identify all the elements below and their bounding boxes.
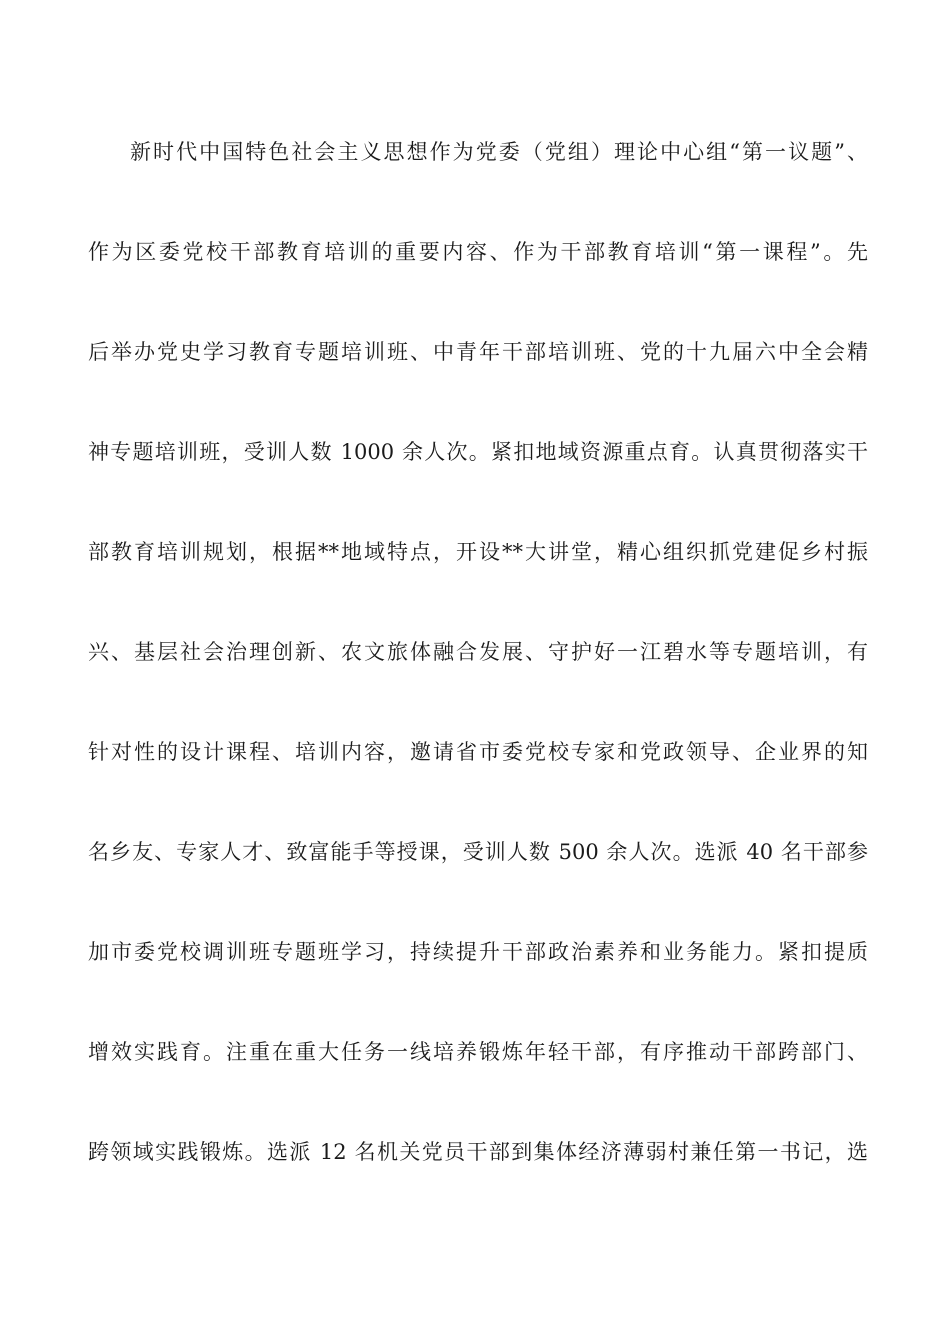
paragraph-line-9: 加市委党校调训班专题班学习，持续提升干部政治素养和业务能力。紧扣提质: [88, 940, 868, 964]
paragraph-line-3: 后举办党史学习教育专题培训班、中青年干部培训班、党的十九届六中全会精: [88, 340, 868, 364]
paragraph-line-4: 神专题培训班，受训人数 1000 余人次。紧扣地域资源重点育。认真贯彻落实干: [88, 440, 868, 464]
paragraph-line-6: 兴、基层社会治理创新、农文旅体融合发展、守护好一江碧水等专题培训，有: [88, 640, 868, 664]
paragraph-line-8: 名乡友、专家人才、致富能手等授课，受训人数 500 余人次。选派 40 名干部参: [88, 840, 868, 864]
body-paragraph: [88, 128, 868, 1228]
paragraph-line-1: 新时代中国特色社会主义思想作为党委（党组）理论中心组“第一议题”、: [130, 140, 868, 164]
paragraph-line-7: 针对性的设计课程、培训内容，邀请省市委党校专家和党政领导、企业界的知: [88, 740, 868, 764]
paragraph-line-2: 作为区委党校干部教育培训的重要内容、作为干部教育培训“第一课程”。先: [88, 240, 868, 264]
paragraph-line-10: 增效实践育。注重在重大任务一线培养锻炼年轻干部，有序推动干部跨部门、: [88, 1040, 868, 1064]
paragraph-line-11: 跨领域实践锻炼。选派 12 名机关党员干部到集体经济薄弱村兼任第一书记，选: [88, 1140, 868, 1164]
paragraph-line-5: 部教育培训规划，根据**地域特点，开设**大讲堂，精心组织抓党建促乡村振: [88, 540, 868, 564]
